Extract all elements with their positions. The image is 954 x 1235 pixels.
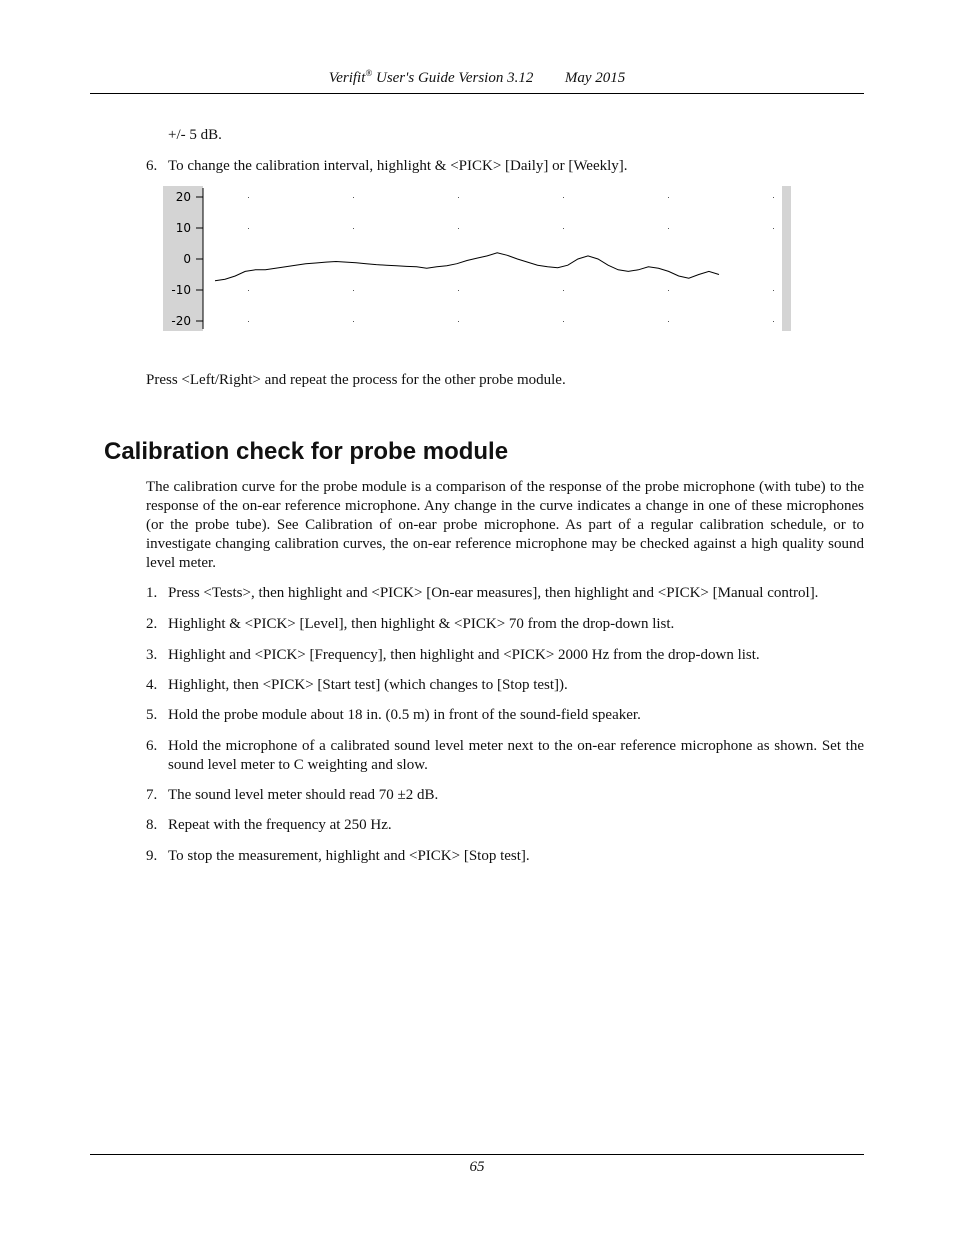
grid-dot	[353, 228, 354, 229]
header-rule	[90, 93, 864, 94]
grid-dot	[668, 321, 669, 322]
step-number: 6.	[146, 738, 158, 754]
grid-dot	[458, 228, 459, 229]
grid-dot	[248, 321, 249, 322]
step-text: Hold the probe module about 18 in. (0.5 m) in front of the sound-field speaker.	[168, 707, 641, 723]
y-tick-label: 20	[175, 190, 191, 204]
step-number: 7.	[146, 787, 158, 803]
grid-dot	[563, 197, 564, 198]
header-brand: Verifit	[328, 70, 366, 86]
running-header	[90, 68, 864, 87]
section-paragraph: The calibration curve for the probe module is a comparison of the response of the probe microphone (with tube) to the response of the on-ear reference microphone. Any change in the curve indicates a change in one of these microphones (or the probe tube). See Calibration of on-ear probe microphone. As part of a regular calibration schedule, or to investigate changing calibration curves, the on-ear reference microphone may be checked against a high quality sound level meter.	[146, 479, 864, 571]
section-heading: Calibration check for probe module	[104, 438, 509, 465]
step-text: Highlight, then <PICK> [Start test] (which changes to [Stop test]).	[168, 677, 568, 693]
step-number: 1.	[146, 585, 158, 601]
grid-dot	[458, 321, 459, 322]
step-text: Repeat with the frequency at 250 Hz.	[168, 817, 392, 833]
grid-dot	[773, 228, 774, 229]
grid-dot	[563, 321, 564, 322]
grid-dot	[248, 228, 249, 229]
grid-dot	[773, 321, 774, 322]
grid-dot	[353, 197, 354, 198]
step-text: The sound level meter should read 70 ±2 dB.	[168, 787, 439, 803]
calibration-curve-chart	[163, 186, 791, 331]
header-title: User's Guide Version 3.12	[375, 70, 534, 86]
step-text: Highlight and <PICK> [Frequency], then highlight and <PICK> 2000 Hz from the drop-down list.	[168, 647, 760, 663]
grid-dot	[773, 197, 774, 198]
step-text: To change the calibration interval, highlight & <PICK> [Daily] or [Weekly].	[168, 158, 628, 174]
step-text: Press <Tests>, then highlight and <PICK> [On-ear measures], then highlight and <PICK> [Manual control].	[168, 585, 819, 601]
grid-dot	[668, 290, 669, 291]
step-number: 2.	[146, 616, 158, 632]
scrollbar-track	[782, 186, 791, 331]
step-number: 8.	[146, 817, 158, 833]
step-number: 9.	[146, 848, 158, 864]
grid-dot	[458, 290, 459, 291]
y-tick-label: -20	[171, 314, 191, 328]
tolerance-line: +/- 5 dB.	[168, 127, 222, 143]
grid-dot	[353, 321, 354, 322]
step-number: 4.	[146, 677, 158, 693]
grid-dot	[248, 290, 249, 291]
footer-rule	[90, 1154, 864, 1155]
step-number: 3.	[146, 647, 158, 663]
grid-dot	[563, 228, 564, 229]
step-number: 6.	[146, 158, 158, 174]
repeat-instruction: Press <Left/Right> and repeat the process for the other probe module.	[146, 372, 566, 388]
grid-dot	[458, 197, 459, 198]
header-date: May 2015	[564, 70, 626, 86]
calibration-curve-line	[215, 253, 719, 281]
y-tick-label: 0	[183, 252, 191, 266]
grid-dot	[353, 290, 354, 291]
grid-dot	[248, 197, 249, 198]
y-tick-label: -10	[171, 283, 191, 297]
grid-dot	[668, 197, 669, 198]
step-text: Highlight & <PICK> [Level], then highlight & <PICK> 70 from the drop-down list.	[168, 616, 675, 632]
registered-mark: ®	[365, 68, 373, 78]
grid-dot	[563, 290, 564, 291]
step-text: Hold the microphone of a calibrated sound level meter next to the on-ear reference microphone as shown. Set the sound level meter to C weighting and slow.	[168, 738, 864, 773]
page-number: 65	[469, 1159, 485, 1175]
y-tick-label: 10	[175, 221, 191, 235]
step-text: To stop the measurement, highlight and <PICK> [Stop test].	[168, 848, 530, 864]
grid-dot	[773, 290, 774, 291]
step-number: 5.	[146, 707, 158, 723]
grid-dot	[668, 228, 669, 229]
